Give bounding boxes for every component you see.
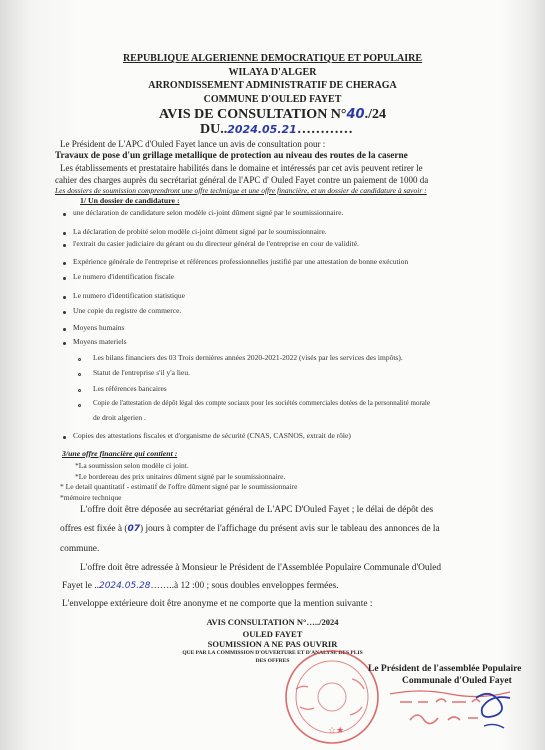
offer-item: *Le bordereau des prix unitaires dûment signé par le soumissionnaire.	[75, 472, 286, 481]
sub-bullet	[78, 358, 81, 361]
deposit-line: L'offre doit être déposée au secrétariat général de L'APC D'Ouled Fayet ; le délai de dépôt des	[80, 505, 434, 515]
consultation-object: Travaux de pose d'un grillage metallique de protection au niveau des routes de la caserne	[55, 151, 408, 161]
page-title: AVIS DE CONSULTATION N°40./24	[158, 107, 386, 122]
svg-text:☆★: ☆★	[328, 726, 345, 736]
bullet	[63, 213, 66, 216]
intro-line: Les établissements et prestataire habilités dans le domaine et intéressés par cet avis peuvent retirer le	[60, 163, 423, 173]
section-1-title: 1/ Un dossier de candidature :	[80, 196, 180, 205]
deposit-line: Fayet le ..2024.05.28……..à 12 :00 ; sous doubles enveloppes fermées.	[62, 581, 339, 591]
bullet	[63, 244, 66, 247]
list-item: Moyens materiels	[73, 337, 127, 346]
list-item: Une copie du registre de commerce.	[73, 306, 182, 315]
envelope-line: OULED FAYET	[242, 629, 303, 639]
sub-list-item: Copie de l'attestation de dépôt légal des compte sociaux pour les sociétés commerciales dotées de la personnalité morale	[93, 399, 430, 407]
bullet	[63, 296, 66, 299]
header-arrondissement: ARRONDISSEMENT ADMINISTRATIF DE CHERAGA	[148, 80, 397, 91]
bullet	[63, 277, 66, 280]
deadline-handwritten: 2024.05.28	[98, 581, 151, 591]
official-stamp	[282, 647, 382, 747]
sub-list-item-continuation: de droit algerien .	[93, 413, 146, 422]
offer-item: *La soumission selon modèle ci joint.	[75, 461, 189, 470]
list-item: Moyens humains	[73, 323, 125, 332]
header-wilaya: WILAYA D'ALGER	[228, 67, 317, 78]
list-item: Expérience générale de l'entreprise et références professionnelles justifié par une attestation de bonne exécution	[73, 257, 409, 266]
envelope-line: SOUMISSION A NE PAS OUVRIR	[207, 639, 338, 649]
deposit-line: L'enveloppe extérieure doit être anonyme et ne comporte que la mention suivante :	[62, 599, 373, 609]
sub-list-item: Statut de l'entreprise s'il y'a lieu.	[93, 368, 190, 377]
sub-bullet	[78, 404, 81, 407]
envelope-line: DES OFFRES	[255, 658, 290, 664]
envelope-line: QUE PAR LA COMMISSION D'OUVERTURE ET D'ANALYSE DES PLIS	[182, 650, 363, 656]
header-commune: COMMUNE D'OULED FAYET	[203, 94, 342, 105]
bullet	[63, 328, 66, 331]
signature-stamp	[380, 680, 530, 746]
offer-item: *mémoire technique	[60, 493, 122, 502]
intro-line: cahier des charges auprès du secrétariat général de l'APC d' Ouled Fayet contre un paiement de 1000 da	[55, 175, 429, 185]
envelope-line: AVIS CONSULTATION N°…../2024	[206, 617, 339, 627]
bullet	[63, 232, 66, 235]
bullet	[63, 436, 66, 439]
list-item: Le numero d'identification fiscale	[73, 272, 175, 281]
bullet	[63, 342, 66, 345]
bullet	[63, 311, 66, 314]
deposit-line: commune.	[60, 544, 100, 554]
bullet	[63, 262, 66, 265]
list-item: l'extrait du casier judiciaire du gérant ou du directeur général de l'entreprise en cour de validité.	[73, 239, 359, 248]
days-handwritten: 07	[127, 524, 141, 534]
intro-line: Le Président de L'APC d'Ouled Fayet lance un avis de consultation pour :	[60, 139, 326, 149]
header-republic: REPUBLIQUE ALGERIENNE DEMOCRATIQUE ET POPULAIRE	[122, 53, 423, 64]
signatory-title: Communale d'Ouled Fayet	[402, 676, 512, 686]
deposit-line: L'offre doit être adressée à Monsieur le Président de l'Assemblée Populaire Communale d'Ouled	[80, 563, 442, 573]
list-item: Le numero d'identification statistique	[73, 291, 185, 300]
title-number-handwritten: 40	[346, 107, 365, 122]
date-handwritten: 2024.05.21	[227, 123, 297, 136]
intro-dossier-note: Les dossiers de soumission comprendront une offre technique et une offre financière, et un dossier de candidature à savoir :	[55, 186, 427, 195]
signatory-title: Le Président de l'assemblée Populaire	[368, 664, 522, 674]
sub-bullet	[78, 389, 81, 392]
list-item: une déclaration de candidature selon modèle ci-joint dûment signé par le soumissionnaire.	[73, 208, 344, 217]
sub-list-item: Les bilans financiers des 03 Trois dernières années 2020-2021-2022 (visés par les services des impôts).	[93, 353, 403, 362]
section-3-title: 3/une offre financière qui contient :	[62, 449, 178, 458]
list-item: La déclaration de probité selon modèle ci-joint dûment signé par le soumissionnaire.	[73, 227, 327, 236]
date-line: DU..2024.05.21…………	[200, 122, 353, 137]
offer-item: * Le detail quantitatif - estimatif de l'offre dûment signé par le soumissionnaire	[60, 482, 298, 491]
deposit-line: offres est fixée à (07) jours à compter de l'affichage du présent avis sur le tableau des annonces de la	[60, 524, 440, 534]
sub-bullet	[78, 373, 81, 376]
list-item: Copies des attestations fiscales et d'organisme de sécurité (CNAS, CASNOS, extrait de rôle)	[73, 431, 351, 440]
sub-list-item: Les références bancaires	[93, 384, 167, 393]
